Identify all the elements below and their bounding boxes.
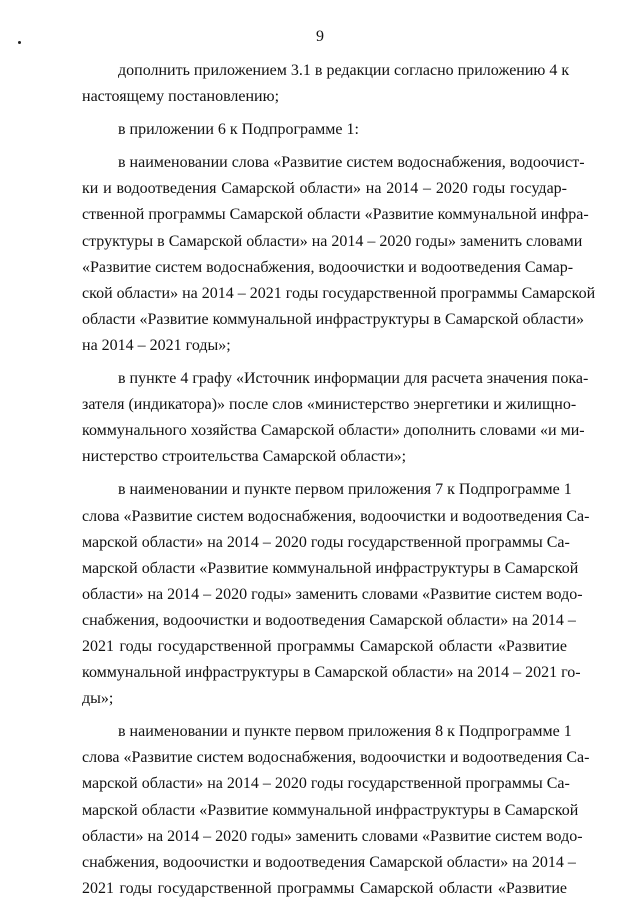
text-line: зателя (индикатора)» после слов «министерство энергетики и жилищно- [82,396,577,414]
text-line: 2021 годы государственной программы Самарской области «Развитие [82,637,567,655]
paragraph [82,150,596,359]
paragraph-gap [82,470,567,477]
text-line: в пункте 4 графу «Источник информации для расчета значения пока- [118,370,589,388]
text-line: 2021 годы государственной программы Самарской области «Развитие [82,879,567,897]
paragraph-gap [82,143,567,150]
text-line: в наименовании слова «Развитие систем водоснабжения, водоочист- [118,154,585,172]
text-line: ки и водоотведения Самарской области» на 2014 – 2020 годы государ- [82,180,567,198]
paragraph-gap [82,359,567,366]
text-line: слова «Развитие систем водоснабжения, водоочистки и водоотведения Са- [82,507,590,525]
paragraph [82,58,570,110]
text-line: ственной программы Самарской области «Развитие коммунальной инфра- [82,206,589,224]
paragraph-gap [82,110,567,117]
text-line: марской области «Развитие коммунальной инфраструктуры в Самарской [82,559,579,577]
text-line: области «Развитие коммунальной инфраструктуры в Самарской области» [82,310,585,328]
text-line: марской области» на 2014 – 2020 годы государственной программы Са- [82,533,570,551]
text-line: марской области» на 2014 – 2020 годы государственной программы Са- [82,775,570,793]
paragraph [82,477,590,712]
paragraph-gap [82,712,567,719]
text-line: в наименовании и пункте первом приложения 8 к Подпрограмме 1 [118,723,572,741]
text-line: настоящему постановлению; [82,88,280,106]
text-line: в приложении 6 к Подпрограмме 1: [118,121,359,139]
text-line: на 2014 – 2021 годы»; [82,336,231,354]
text-line: снабжения, водоочистки и водоотведения Самарской области» на 2014 – [82,611,576,629]
text-line: в наименовании и пункте первом приложения 7 к Подпрограмме 1 [118,481,572,499]
text-line: ды»; [82,690,114,708]
text-line: коммунального хозяйства Самарской области» дополнить словами «и ми- [82,422,585,440]
text-line: дополнить приложением 3.1 в редакции согласно приложению 4 к [118,62,570,79]
text-line: структуры в Самарской области» на 2014 – 2020 годы» заменить словами [82,232,583,250]
paragraph [82,117,567,143]
text-line: области» на 2014 – 2020 годы» заменить словами «Развитие систем водо- [82,827,583,845]
page-number: 9 [316,28,324,45]
text-line: снабжения, водоочистки и водоотведения Самарской области» на 2014 – [82,853,576,871]
paragraph [82,366,589,470]
text-line: марской области «Развитие коммунальной инфраструктуры в Самарской [82,801,579,819]
paragraph [82,719,590,902]
text-line: ской области» на 2014 – 2021 годы государственной программы Самарской [82,284,596,302]
text-line: коммунальной инфраструктуры в Самарской области» на 2014 – 2021 го- [82,664,581,682]
text-line: области» на 2014 – 2020 годы» заменить словами «Развитие систем водо- [82,585,583,603]
document-body [82,58,596,902]
text-line: нистерство строительства Самарской области»; [82,448,407,466]
text-line: слова «Развитие систем водоснабжения, водоочистки и водоотведения Са- [82,749,590,767]
text-line: «Развитие систем водоснабжения, водоочистки и водоотведения Самар- [82,258,574,276]
